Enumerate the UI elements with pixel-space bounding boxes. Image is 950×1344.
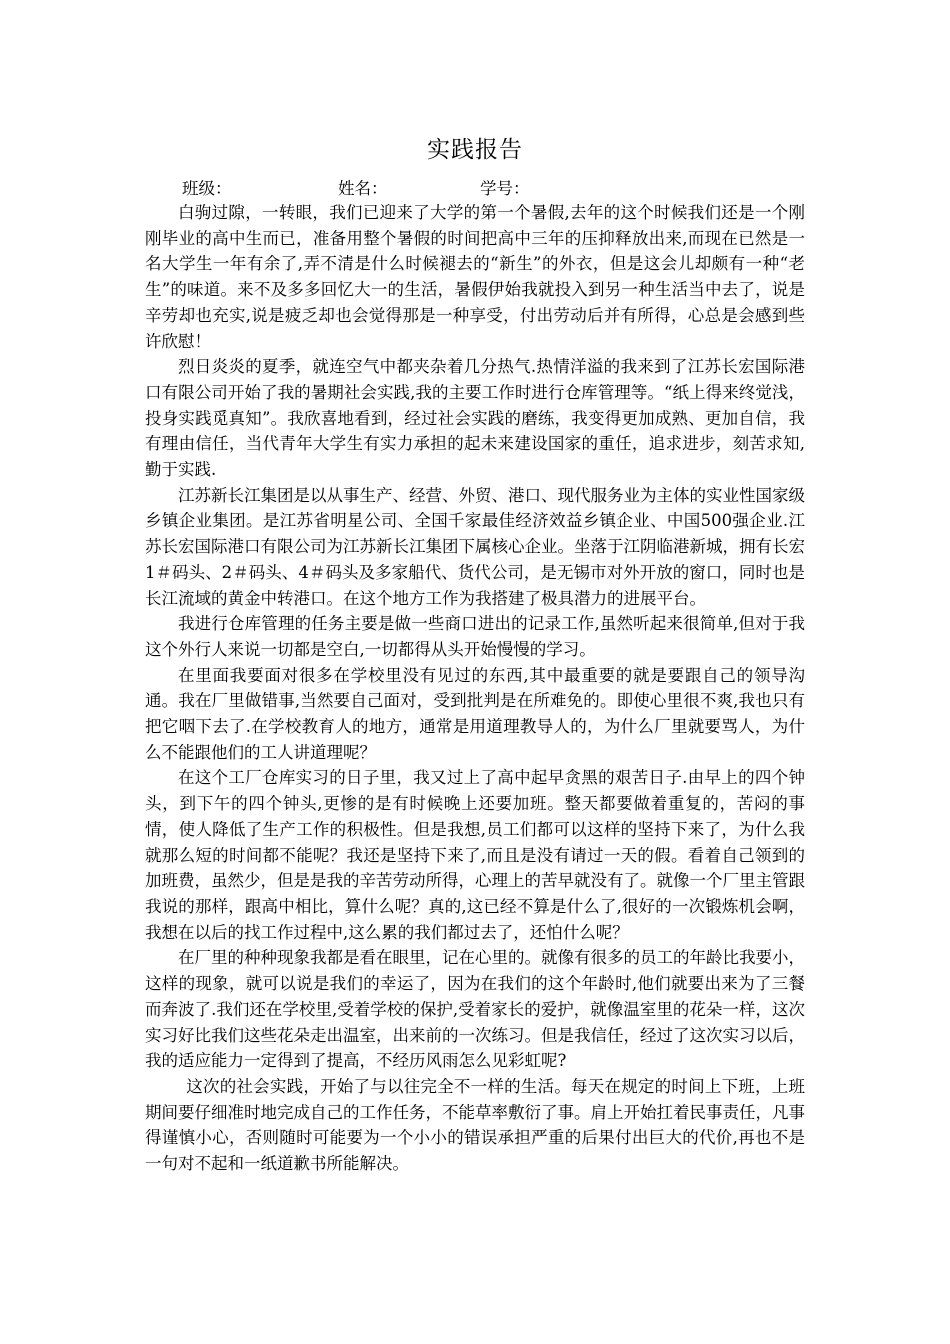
student-id-label: 学号： (480, 179, 530, 198)
paragraph: 在这个工厂仓库实习的日子里，我又过上了高中起早贪黑的艰苦日子.由早上的四个钟头，到下午的四个钟头,更惨的是有时候晚上还要加班。整天都要做着重复的，苦闷的事情，使人降低了生产工作的积极性。但是我想,员工们都可以这样的坚持下来了，为什么我就那么短的时间都不能呢？我还是坚持下来了,而且是没有请过一天的假。看着自己领到的加班费，虽然少，但是是我的辛苦劳动所得，心理上的苦早就没有了。就像一个厂里主管跟我说的那样，跟高中相比，算什么呢？真的,这已经不算是什么了,很好的一次锻炼机会啊，我想在以后的找工作过程中,这么累的我们都过去了，还怕什么呢？ (145, 768, 805, 942)
paragraph: 烈日炎炎的夏季，就连空气中都夹杂着几分热气.热情洋溢的我来到了江苏长宏国际港口有限公司开始了我的暑期社会实践,我的主要工作时进行仓库管理等。“纸上得来终觉浅，投身实践觅真知”。我欣喜地看到，经过社会实践的磨练，我变得更加成熟、更加自信，我有理由信任，当代青年大学生有实力承担的起未来建设国家的重任，追求进步，刻苦求知,勤于实践. (145, 357, 805, 480)
class-label: 班级： (182, 179, 232, 198)
paragraph: 在里面我要面对很多在学校里没有见过的东西,其中最重要的就是要跟自己的领导沟通。我在厂里做错事,当然要自己面对，受到批判是在所难免的。即使心里很不爽,我也只有把它咽下去了.在学校教育人的地方，通常是用道理教导人的，为什么厂里就要骂人，为什么不能跟他们的工人讲道理呢？ (145, 665, 805, 762)
paragraph: 这次的社会实践，开始了与以往完全不一样的生活。每天在规定的时间上下班，上班期间要仔细准时地完成自己的工作任务，不能草率敷衍了事。肩上开始扛着民事责任，凡事得谨慎小心，否则随时可能要为一个小小的错误承担严重的后果付出巨大的代价,再也不是一句对不起和一纸道歉书所能解决。 (145, 1076, 805, 1174)
paragraph: 白驹过隙，一转眼，我们已迎来了大学的第一个暑假,去年的这个时候我们还是一个刚刚毕业的高中生而已，准备用整个暑假的时间把高中三年的压抑释放出来,而现在已然是一名大学生一年有余了,弄不清是什么时候褪去的“新生”的外衣，但是这会儿却颇有一种“老生”的味道。来不及多多回忆大一的生活，暑假伊始我就投入到另一种生活当中去了，说是辛劳却也充实,说是疲乏却也会觉得那是一种享受，付出劳动后并有所得，心总是会感到些许欣慰！ (145, 203, 805, 351)
student-info-line (145, 176, 805, 202)
page-title: 实践报告 (427, 137, 523, 163)
report-body (145, 200, 805, 1177)
paragraph: 我进行仓库管理的任务主要是做一些商口进出的记录工作,虽然听起来很简单,但对于我这个外行人来说一切都是空白,一切都得从头开始慢慢的学习。 (145, 614, 805, 659)
paragraph: 在厂里的种种现象我都是看在眼里，记在心里的。就像有很多的员工的年龄比我要小，这样的现象，就可以说是我们的幸运了，因为在我们的这个年龄时,他们就要出来为了三餐而奔波了.我们还在学校里,受着学校的保护,受着家长的爱护，就像温室里的花朵一样，这次实习好比我们这些花朵走出温室，出来前的一次练习。但是我信任，经过了这次实习以后，我的适应能力一定得到了提高，不经历风雨怎么见彩虹呢? (145, 948, 805, 1071)
name-label: 姓名： (338, 179, 388, 198)
paragraph: 江苏新长江集团是以从事生产、经营、外贸、港口、现代服务业为主体的实业性国家级乡镇企业集团。是江苏省明星公司、全国千家最佳经济效益乡镇企业、中国500强企业.江苏长宏国际港口有限公司为江苏新长江集团下属核心企业。坐落于江阴临港新城，拥有长宏1＃码头、2＃码头、4＃码头及多家船代、货代公司，是无锡市对外开放的窗口，同时也是长江流域的黄金中转港口。在这个地方工作为我搭建了极具潜力的进展平台。 (145, 485, 805, 608)
